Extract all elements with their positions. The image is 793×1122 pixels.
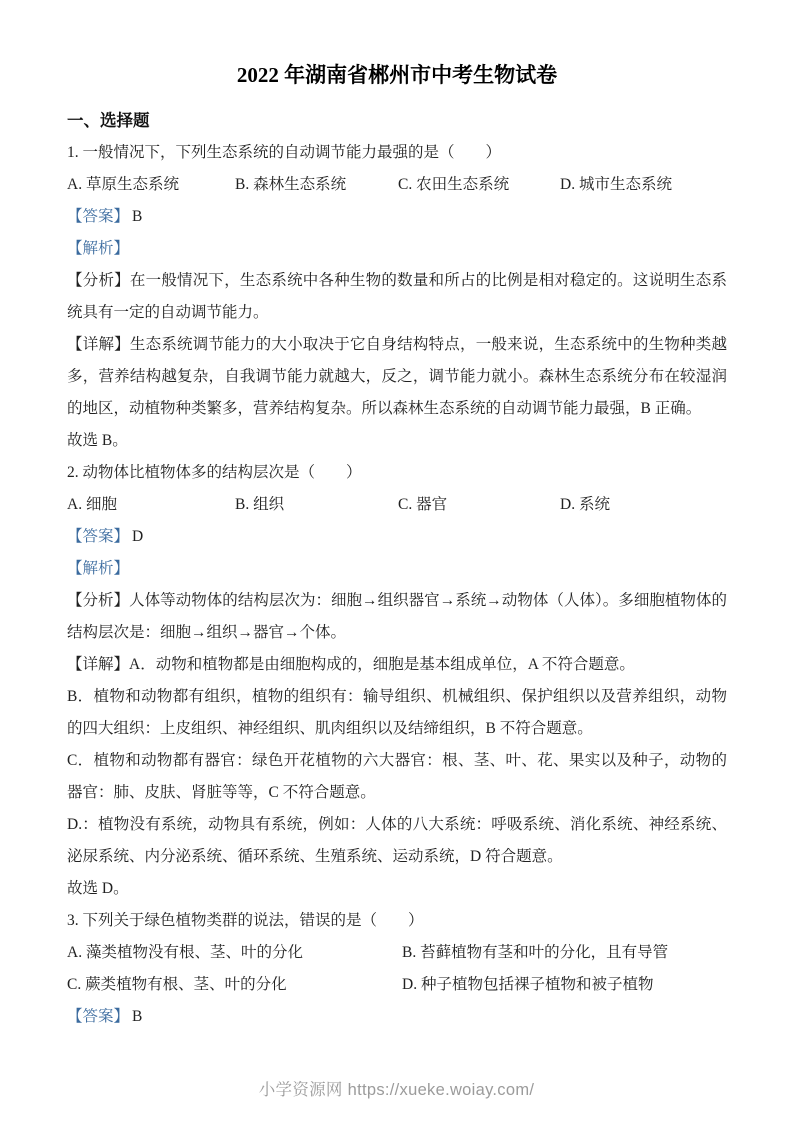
question-2-answer-line [67,521,727,553]
question-3-stem: 3. 下列关于绿色植物类群的说法，错误的是（ ） [67,912,424,929]
question-3-option-b: B. 苔藓植物有茎和叶的分化，且有导管 [402,944,669,961]
question-1-detail: 【详解】生态系统调节能力的大小取决于它自身结构特点，一般来说，生态系统中的生物种类越多，营养结构越复杂，自我调节能力就越大，反之，调节能力就小。森林生态系统分布在较湿润的地区，动植物种类繁多，营养结构复杂。所以森林生态系统的自动调节能力最强，B 正确。 [67,336,727,417]
question-3-option-d: D. 种子植物包括裸子植物和被子植物 [402,976,654,993]
question-3-answer-line [67,1001,727,1033]
question-1-option-b: B. 森林生态系统 [235,176,347,193]
analysis-label: 【解析】 [67,240,130,257]
question-2-option-b: B. 组织 [235,496,285,513]
question-2-detail-d: D.：植物没有系统，动物具有系统，例如：人体的八大系统：呼吸系统、消化系统、神经系统、泌尿系统、内分泌系统、循环系统、生殖系统、运动系统，D 符合题意。 [67,816,727,865]
question-1-options [67,169,727,201]
question-1-option-d: D. 城市生态系统 [560,176,672,193]
question-3-option-a: A. 藻类植物没有根、茎、叶的分化 [67,944,303,961]
answer-label: 【答案】 [67,528,130,545]
question-2-option-c: C. 器官 [398,496,448,513]
watermark-footer: 小学资源网 https://xueke.woiay.com/ [258,1081,535,1099]
page-title: 2022 年湖南省郴州市中考生物试卷 [236,63,558,87]
question-3-answer-value: B [132,1008,143,1025]
question-2-answer-value: D [132,528,144,545]
question-1-stem: 1. 一般情况下，下列生态系统的自动调节能力最强的是（ ） [67,144,502,161]
question-1-option-c: C. 农田生态系统 [398,176,510,193]
question-3-option-c: C. 蕨类植物有根、茎、叶的分化 [67,976,287,993]
question-2-option-a: A. 细胞 [67,496,117,513]
question-1-analysis-marker [67,233,727,265]
question-1-conclusion: 故选 B。 [67,432,128,449]
answer-label: 【答案】 [67,1008,130,1025]
analysis-label: 【解析】 [67,560,130,577]
question-1-option-a: A. 草原生态系统 [67,176,179,193]
section-heading: 一、选择题 [67,111,150,130]
question-2-stem: 2. 动物体比植物体多的结构层次是（ ） [67,464,362,481]
question-2-detail-a: 【详解】A．动物和植物都是由细胞构成的，细胞是基本组成单位，A 不符合题意。 [67,656,635,673]
question-2-options [67,489,727,521]
question-1-analysis: 【分析】在一般情况下，生态系统中各种生物的数量和所占的比例是相对稳定的。这说明生态系统具有一定的自动调节能力。 [67,272,727,321]
question-2-detail-c: C．植物和动物都有器官：绿色开花植物的六大器官：根、茎、叶、花、果实以及种子，动物的器官：肺、皮肤、肾脏等等，C 不符合题意。 [67,752,727,801]
question-1-answer-line [67,201,727,233]
question-2-option-d: D. 系统 [560,496,610,513]
question-2-conclusion: 故选 D。 [67,880,129,897]
question-2-detail-b: B．植物和动物都有组织，植物的组织有：输导组织、机械组织、保护组织以及营养组织，动物的四大组织：上皮组织、神经组织、肌肉组织以及结缔组织，B 不符合题意。 [67,688,727,737]
answer-label: 【答案】 [67,208,130,225]
question-1-answer-value: B [132,208,143,225]
question-3-options-row-1 [67,937,727,969]
question-2-analysis-marker [67,553,727,585]
question-2-analysis: 【分析】人体等动物体的结构层次为：细胞→组织器官→系统→动物体（人体）。多细胞植物体的结构层次是：细胞→组织→器官→个体。 [67,592,727,641]
question-3-options-row-2 [67,969,727,1001]
